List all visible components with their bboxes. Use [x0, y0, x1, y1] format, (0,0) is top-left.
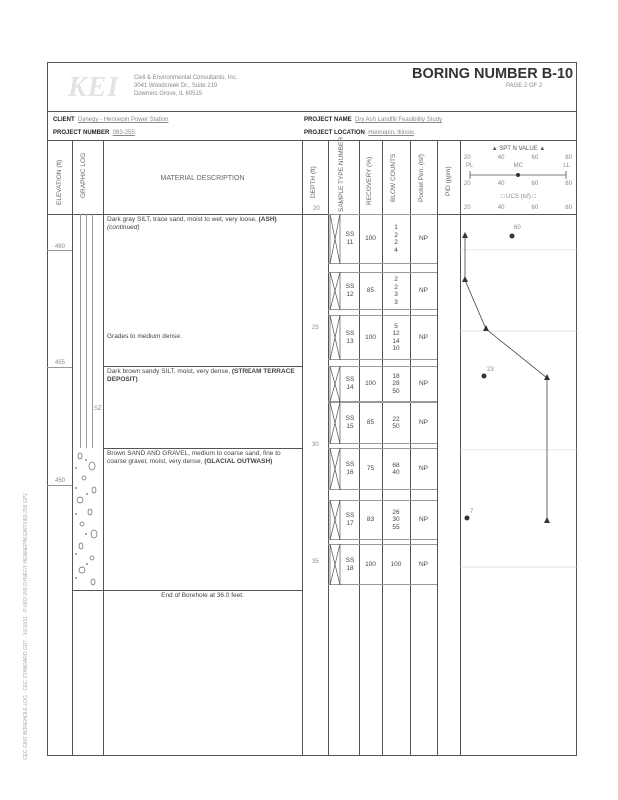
split-spoon-symbol — [329, 272, 341, 310]
stratum-boundary — [103, 366, 302, 367]
spt-tick: 60 — [531, 155, 539, 161]
pocket-pen-value: NP — [418, 516, 429, 523]
spt-tick: 80 — [565, 155, 572, 161]
depth-start: 20 — [313, 206, 320, 212]
description-bold: (GLACIAL OUTWASH) — [204, 457, 273, 465]
sample-number: 15 — [346, 423, 354, 430]
header-material-description: MATERIAL DESCRIPTION — [160, 175, 245, 182]
header-spt-n-value: ▲ SPT N VALUE ▲ — [491, 146, 546, 152]
ll-label: LL — [563, 163, 570, 169]
end-of-borehole: End of Borehole at 36.0 feet. — [161, 592, 244, 599]
sample-number: 14 — [346, 384, 354, 391]
split-spoon-symbol — [329, 315, 341, 360]
blow-count: 3 — [394, 298, 398, 306]
description-bold: (ASH) — [258, 216, 277, 223]
header-depth: DEPTH (ft) — [310, 166, 317, 198]
mc-label: MC — [513, 163, 523, 169]
company-address-2: Downers Grove, IL 60515 — [134, 91, 203, 97]
mc-tick: 40 — [497, 181, 505, 187]
blow-count: 22 — [392, 415, 400, 423]
elevation-tick — [47, 250, 72, 251]
project-location-row — [304, 130, 414, 137]
blow-count: 10 — [392, 345, 400, 352]
pocket-pen-value: NP — [418, 465, 429, 472]
company-address-1: 3041 Woodcreek Dr., Suite 210 — [134, 83, 218, 89]
moisture-label: 7 — [470, 509, 474, 515]
recovery-value: 83 — [366, 516, 375, 523]
graphic-log-line — [86, 214, 87, 448]
spt-tick: 20 — [464, 155, 471, 161]
header-divider — [47, 111, 577, 112]
sample-type: SS — [345, 231, 355, 238]
recovery-value: 100 — [365, 380, 376, 387]
pocket-pen-value: NP — [418, 380, 429, 387]
split-spoon-symbol — [329, 544, 341, 585]
pl-mc-ll-labels — [466, 163, 570, 170]
column-divider — [302, 140, 303, 756]
depth-label: 30 — [312, 442, 319, 448]
project-name-label: PROJECT NAME — [304, 117, 352, 123]
split-spoon-symbol — [329, 500, 341, 540]
elevation-tick — [47, 367, 72, 368]
sample-type: SS — [345, 329, 355, 337]
footnote: CEC GINT BOREHOLE LOG - CEC STANDARD.GDT - 10/10/11 - P:\083-255 DYNEGY HENNEPIN\GINT\083-255.GPJ — [23, 493, 29, 760]
recovery-value: 85 — [366, 419, 375, 426]
sample-number: 17 — [346, 520, 354, 527]
description-text: Dark gray SILT, trace sand, moist to wet, very loose, — [107, 216, 257, 223]
elevation-label: 455 — [55, 360, 66, 366]
blow-count: 2 — [394, 283, 398, 291]
elevation-tick — [47, 485, 72, 486]
depth-label: 25 — [312, 325, 319, 331]
header-elevation: ELEVATION (ft) — [56, 159, 63, 205]
sample-type: SS — [345, 461, 355, 468]
stratum-boundary — [103, 448, 302, 449]
description-text: Dark brown sandy SILT, moist, very dense, — [107, 368, 231, 375]
blow-count: 28 — [392, 380, 400, 388]
description-tail: (continued) — [107, 223, 140, 231]
pl-mc-ll-symbol — [462, 170, 574, 180]
ucs-tick: 20 — [464, 205, 471, 211]
project-name-row — [304, 117, 442, 124]
sample-type: SS — [345, 556, 355, 564]
header-ucs: □ UCS (tsf) □ — [500, 194, 537, 200]
blow-count: 30 — [392, 516, 400, 524]
recovery-value: 100 — [365, 235, 376, 242]
project-number-label: PROJECT NUMBER — [53, 130, 110, 136]
ucs-tick: 40 — [497, 205, 505, 211]
header-blow-counts: BLOW COUNTS — [390, 153, 397, 202]
blow-count: 2 — [394, 231, 398, 239]
elevation-label: 450 — [55, 478, 66, 484]
project-name-value: Dry Ash Landfill Feasibility Study — [355, 117, 443, 123]
spt-point — [544, 517, 550, 523]
client-value: Dynegy - Hennepin Power Station — [78, 117, 169, 123]
project-number-value: 083-255 — [112, 130, 135, 136]
blow-count: 40 — [392, 469, 400, 476]
spt-n-value-line — [465, 236, 547, 521]
material-description — [107, 368, 299, 383]
graphic-log-marker: SZ — [94, 406, 102, 412]
column-divider — [437, 140, 438, 756]
header-sample-type: SAMPLE TYPE NUMBER — [338, 136, 345, 212]
blow-count: 100 — [390, 560, 402, 568]
project-location-value: Hennepin, Illinois — [368, 130, 414, 136]
blow-count: 50 — [392, 387, 400, 395]
moisture-point — [482, 374, 487, 379]
mc-ticks — [464, 181, 572, 188]
blow-count: 2 — [394, 276, 398, 283]
mc-tick: 80 — [565, 181, 572, 187]
company-logo: KEI — [68, 72, 120, 103]
mc-tick: 20 — [464, 181, 471, 187]
header-pocket-pen: Pocket Pen. (tsf) — [418, 153, 425, 202]
page-indicator: PAGE 2 OF 2 — [506, 83, 543, 89]
blow-count: 3 — [394, 291, 398, 298]
pl-label: PL — [466, 163, 474, 169]
moisture-label: 60 — [514, 225, 521, 231]
sample-number: 13 — [346, 337, 354, 345]
blow-count: 55 — [392, 523, 400, 531]
split-spoon-symbol — [329, 402, 341, 444]
elevation-label: 460 — [55, 244, 66, 250]
material-description — [107, 216, 299, 231]
split-spoon-symbol — [329, 366, 341, 402]
company-name: Civil & Environmental Consultants, Inc. — [134, 75, 238, 81]
split-spoon-symbol — [329, 448, 341, 490]
table-top-border — [47, 140, 577, 141]
mc-tick: 60 — [531, 181, 539, 187]
header-pid: PID (ppm) — [445, 166, 452, 196]
moisture-label: 23 — [487, 367, 494, 373]
sample-type: SS — [345, 415, 355, 422]
ucs-ticks — [464, 205, 572, 212]
graphic-log-line — [80, 214, 81, 448]
description-text: Brown SAND AND GRAVEL, medium to coarse sand, fine to coarse gravel, moist, very dense, — [107, 450, 281, 465]
material-description: Grades to medium dense. — [107, 333, 182, 340]
depth-label: 35 — [312, 559, 319, 565]
spt-tick: 40 — [497, 155, 505, 161]
sample-type: SS — [345, 283, 355, 290]
gravel-pattern — [72, 448, 103, 590]
blow-count: 14 — [392, 337, 400, 345]
header-graphic-log: GRAPHIC LOG — [80, 152, 87, 198]
client-label: CLIENT — [53, 117, 75, 123]
stratum-boundary — [103, 590, 302, 591]
spt-plot — [460, 214, 577, 590]
sample-number: 12 — [346, 291, 354, 298]
blow-count: 18 — [392, 372, 400, 380]
material-description — [107, 450, 299, 465]
recovery-value: 100 — [365, 333, 376, 341]
client-row — [53, 117, 168, 124]
sample-type: SS — [345, 376, 355, 383]
pocket-pen-value: NP — [418, 419, 429, 426]
project-location-label: PROJECT LOCATION — [304, 130, 365, 136]
spt-point — [462, 232, 468, 238]
pocket-pen-value: NP — [418, 560, 429, 568]
sample-type: SS — [345, 512, 355, 519]
ucs-tick: 80 — [565, 205, 572, 211]
spt-point — [544, 374, 550, 380]
ucs-tick: 60 — [531, 205, 539, 211]
spt-ticks — [464, 155, 572, 162]
project-number-row — [53, 130, 135, 137]
header-recovery: RECOVERY (%) — [366, 156, 373, 205]
blow-count: 2 — [394, 239, 398, 246]
spt-point — [483, 325, 489, 331]
split-spoon-symbol — [329, 214, 341, 264]
recovery-value: 85 — [366, 287, 375, 294]
blow-count: 68 — [392, 461, 400, 469]
boring-title: BORING NUMBER B-10 — [412, 66, 574, 82]
recovery-value: 100 — [365, 560, 376, 568]
pocket-pen-value: NP — [418, 235, 429, 242]
sample-number: 11 — [346, 239, 354, 246]
blow-count: 1 — [394, 224, 398, 231]
description-bold: (STREAM TERRACE DEPOSIT) — [107, 368, 295, 383]
blow-count: 26 — [392, 508, 400, 516]
stratum-boundary — [72, 590, 103, 591]
graphic-log-line — [92, 214, 93, 448]
pocket-pen-value: NP — [418, 287, 429, 294]
blow-count: 4 — [394, 246, 398, 254]
recovery-value: 75 — [366, 465, 375, 472]
sample-number: 16 — [346, 469, 354, 476]
pocket-pen-value: NP — [418, 333, 429, 341]
moisture-point — [465, 516, 470, 521]
spt-point — [462, 276, 468, 282]
sample-number: 18 — [346, 564, 354, 572]
blow-count: 12 — [392, 330, 400, 337]
moisture-point — [510, 234, 515, 239]
blow-count: 5 — [394, 322, 398, 330]
blow-count: 50 — [392, 423, 400, 430]
